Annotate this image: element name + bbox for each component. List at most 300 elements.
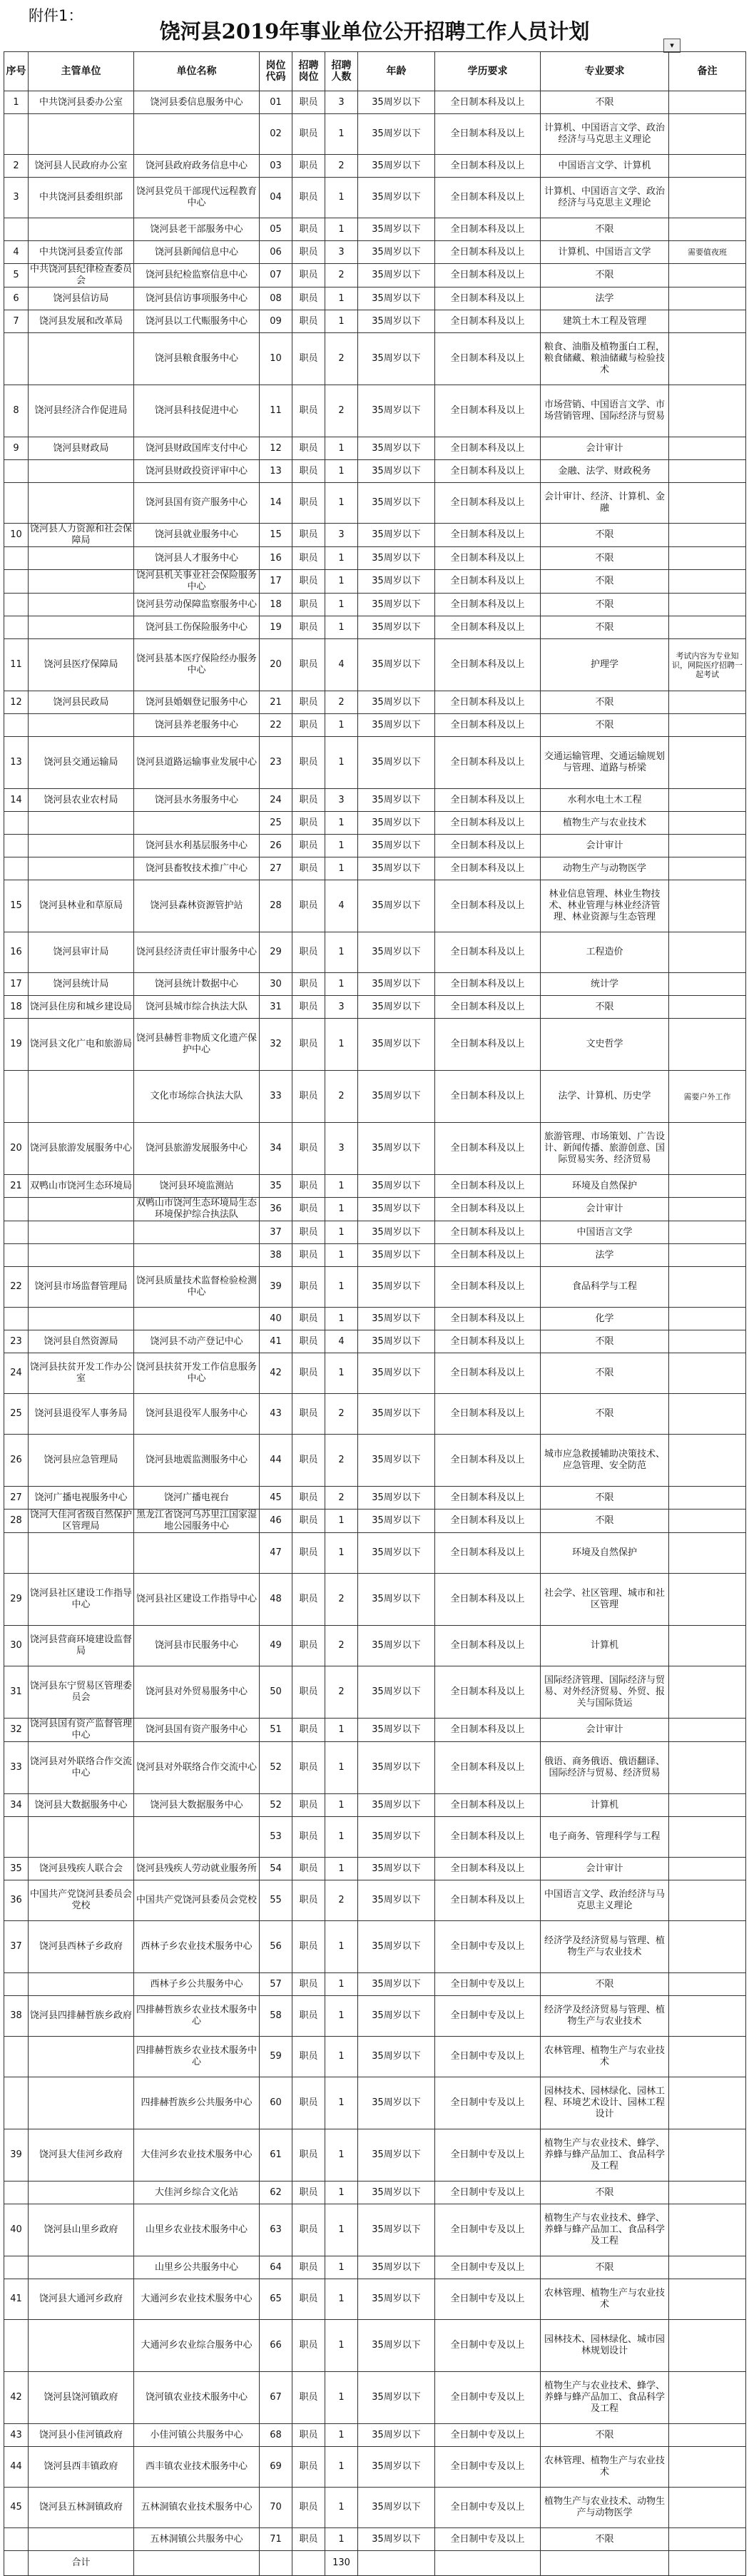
row-dept: 饶河县民政局 [29, 691, 134, 714]
row-age: 35周岁以下 [358, 1221, 435, 1244]
row-major: 统计学 [541, 973, 669, 996]
row-seq: 10 [4, 524, 29, 547]
row-dept: 饶河县残疾人联合会 [29, 1858, 134, 1880]
table-row [4, 2372, 746, 2424]
row-count: 1 [325, 1921, 358, 1973]
row-major: 不限 [541, 1330, 669, 1353]
row-post: 职员 [292, 155, 325, 178]
row-post: 职员 [292, 91, 325, 114]
row-dept: 饶河县山里乡政府 [29, 2204, 134, 2256]
row-post: 职员 [292, 2182, 325, 2204]
row-note [669, 691, 746, 714]
total-blank [4, 2551, 29, 2576]
row-major: 植物生产与农业技术、蜂学、养蜂与蜂产品加工、食品科学及工程 [541, 2204, 669, 2256]
row-post: 职员 [292, 1353, 325, 1394]
row-dept: 中共饶河县委宣传部 [29, 241, 134, 264]
row-age: 35周岁以下 [358, 287, 435, 310]
row-dept: 饶河县经济合作促进局 [29, 385, 134, 437]
row-unit: 饶河县人才服务中心 [134, 547, 260, 570]
table-row [4, 2256, 746, 2279]
row-seq: 18 [4, 996, 29, 1019]
row-count: 1 [325, 857, 358, 880]
row-major: 园林技术、园林绿化、园林工程、环境艺术设计、园林工程设计 [541, 2077, 669, 2129]
row-dept: 饶河县大佳河乡政府 [29, 2129, 134, 2182]
row-unit: 饶河县科技促进中心 [134, 385, 260, 437]
row-major: 护理学 [541, 639, 669, 691]
table-row [4, 1394, 746, 1435]
table-row [4, 932, 746, 973]
row-post: 职员 [292, 178, 325, 218]
row-dept: 饶河县国有资产监督管理中心 [29, 1719, 134, 1742]
row-count: 4 [325, 1330, 358, 1353]
row-note [669, 2204, 746, 2256]
row-seq [4, 1308, 29, 1330]
row-age: 35周岁以下 [358, 2488, 435, 2528]
row-age: 35周岁以下 [358, 241, 435, 264]
header-major: 专业要求 [541, 52, 669, 91]
row-edu: 全日制本科及以上 [435, 1666, 541, 1719]
row-unit: 大通河乡农业综合服务中心 [134, 2320, 260, 2372]
row-edu: 全日制中专及以上 [435, 1921, 541, 1973]
row-count: 1 [325, 1533, 358, 1574]
row-age: 35周岁以下 [358, 2182, 435, 2204]
row-dept [29, 114, 134, 155]
row-edu: 全日制中专及以上 [435, 2488, 541, 2528]
row-unit: 山里乡公共服务中心 [134, 2256, 260, 2279]
row-major: 金融、法学、财政税务 [541, 460, 669, 483]
row-edu: 全日制本科及以上 [435, 1435, 541, 1487]
table-row [4, 2129, 746, 2182]
row-edu: 全日制本科及以上 [435, 1019, 541, 1071]
row-unit: 双鸭山市饶河生态环境局生态环境保护综合执法队 [134, 1198, 260, 1221]
row-edu: 全日制本科及以上 [435, 857, 541, 880]
row-edu: 全日制本科及以上 [435, 835, 541, 857]
row-code: 30 [260, 973, 292, 996]
row-dept [29, 1973, 134, 1996]
row-note [669, 1921, 746, 1973]
row-code: 33 [260, 1071, 292, 1123]
row-unit: 饶河县质量技术监督检验检测中心 [134, 1267, 260, 1308]
row-age: 35周岁以下 [358, 437, 435, 460]
table-row [4, 616, 746, 639]
row-major: 经济学及经济贸易与管理、植物生产与农业技术 [541, 1921, 669, 1973]
row-age: 35周岁以下 [358, 1533, 435, 1574]
row-unit [134, 1533, 260, 1574]
row-major: 农林管理、植物生产与农业技术 [541, 2447, 669, 2488]
row-code: 64 [260, 2256, 292, 2279]
row-post: 职员 [292, 835, 325, 857]
row-dept: 饶河县发展和改革局 [29, 310, 134, 333]
row-unit: 四排赫哲族乡公共服务中心 [134, 2077, 260, 2129]
row-post: 职员 [292, 1880, 325, 1921]
row-dept: 饶河县五林洞镇政府 [29, 2488, 134, 2528]
row-seq: 6 [4, 287, 29, 310]
row-edu: 全日制本科及以上 [435, 639, 541, 691]
row-note [669, 1353, 746, 1394]
row-seq: 31 [4, 1666, 29, 1719]
row-code: 39 [260, 1267, 292, 1308]
row-count: 1 [325, 2320, 358, 2372]
row-code: 01 [260, 91, 292, 114]
row-count: 2 [325, 1071, 358, 1123]
table-row [4, 1244, 746, 1267]
row-count: 1 [325, 1858, 358, 1880]
row-seq: 32 [4, 1719, 29, 1742]
row-code: 67 [260, 2372, 292, 2424]
row-edu: 全日制本科及以上 [435, 524, 541, 547]
row-unit: 五林洞镇公共服务中心 [134, 2528, 260, 2551]
row-code: 32 [260, 1019, 292, 1071]
row-dept [29, 2320, 134, 2372]
row-unit: 大通河乡农业技术服务中心 [134, 2279, 260, 2320]
row-major: 植物生产与农业技术、动物生产与动物医学 [541, 2488, 669, 2528]
table-row [4, 2182, 746, 2204]
row-code: 16 [260, 547, 292, 570]
row-major: 植物生产与农业技术、蜂学、养蜂与蜂产品加工、食品科学及工程 [541, 2372, 669, 2424]
row-count: 1 [325, 2129, 358, 2182]
header-count: 招聘人数 [325, 52, 358, 91]
row-unit: 饶河县劳动保障监察服务中心 [134, 594, 260, 616]
header-unit: 单位名称 [134, 52, 260, 91]
row-age: 35周岁以下 [358, 1267, 435, 1308]
row-count: 2 [325, 264, 358, 287]
row-post: 职员 [292, 2488, 325, 2528]
row-seq: 33 [4, 1742, 29, 1794]
row-dept [29, 1198, 134, 1221]
row-post: 职员 [292, 1742, 325, 1794]
table-row [4, 973, 746, 996]
row-count: 1 [325, 460, 358, 483]
total-blank [435, 2551, 541, 2576]
row-code: 18 [260, 594, 292, 616]
table-row [4, 789, 746, 812]
row-edu: 全日制本科及以上 [435, 996, 541, 1019]
row-note [669, 287, 746, 310]
row-post: 职员 [292, 1435, 325, 1487]
row-age: 35周岁以下 [358, 2528, 435, 2551]
row-post: 职员 [292, 2320, 325, 2372]
row-unit: 饶河县机关事业社会保险服务中心 [134, 570, 260, 594]
table-row [4, 1330, 746, 1353]
row-count: 1 [325, 218, 358, 241]
row-note [669, 2037, 746, 2077]
row-major: 不限 [541, 1487, 669, 1510]
row-unit: 饶河县不动产登记中心 [134, 1330, 260, 1353]
row-seq: 28 [4, 1510, 29, 1533]
row-dept: 饶河县文化广电和旅游局 [29, 1019, 134, 1071]
row-code: 02 [260, 114, 292, 155]
row-dept: 饶河县四排赫哲族乡政府 [29, 1996, 134, 2037]
row-unit: 西丰镇农业技术服务中心 [134, 2447, 260, 2488]
row-major: 不限 [541, 2424, 669, 2447]
table-row [4, 1267, 746, 1308]
row-count: 1 [325, 114, 358, 155]
row-edu: 全日制中专及以上 [435, 2037, 541, 2077]
row-unit: 饶河县扶贫开发工作信息服务中心 [134, 1353, 260, 1394]
row-code: 06 [260, 241, 292, 264]
row-age: 35周岁以下 [358, 1198, 435, 1221]
row-dept: 饶河县西丰镇政府 [29, 2447, 134, 2488]
row-unit: 饶河县新闻信息中心 [134, 241, 260, 264]
row-note [669, 524, 746, 547]
row-edu: 全日制中专及以上 [435, 2424, 541, 2447]
row-code: 12 [260, 437, 292, 460]
row-note [669, 2488, 746, 2528]
row-count: 3 [325, 524, 358, 547]
row-count: 1 [325, 737, 358, 789]
row-post: 职员 [292, 996, 325, 1019]
row-edu: 全日制本科及以上 [435, 1394, 541, 1435]
row-note [669, 1817, 746, 1858]
row-age: 35周岁以下 [358, 114, 435, 155]
row-note [669, 1487, 746, 1510]
row-unit: 饶河县国有资产服务中心 [134, 1719, 260, 1742]
row-unit: 饶河县旅游发展服务中心 [134, 1123, 260, 1175]
total-blank [260, 2551, 292, 2576]
row-unit: 大佳河乡农业技术服务中心 [134, 2129, 260, 2182]
row-post: 职员 [292, 639, 325, 691]
row-major: 会计审计 [541, 835, 669, 857]
table-row [4, 1921, 746, 1973]
table-row [4, 333, 746, 385]
row-code: 08 [260, 287, 292, 310]
table-row [4, 880, 746, 932]
row-dept: 饶河县住房和城乡建设局 [29, 996, 134, 1019]
row-edu: 全日制本科及以上 [435, 880, 541, 932]
row-dept [29, 2528, 134, 2551]
row-note [669, 1973, 746, 1996]
row-edu: 全日制本科及以上 [435, 691, 541, 714]
row-edu: 全日制本科及以上 [435, 460, 541, 483]
row-post: 职员 [292, 483, 325, 524]
row-major: 会计审计 [541, 1719, 669, 1742]
row-major: 旅游管理、市场策划、广告设计、新闻传播、旅游创意、国际贸易实务、经济贸易 [541, 1123, 669, 1175]
row-major: 文史哲学 [541, 1019, 669, 1071]
row-count: 1 [325, 1996, 358, 2037]
row-age: 35周岁以下 [358, 714, 435, 737]
row-major: 化学 [541, 1308, 669, 1330]
row-code: 26 [260, 835, 292, 857]
row-edu: 全日制中专及以上 [435, 2372, 541, 2424]
attachment-label: 附件1： [29, 7, 83, 24]
row-code: 63 [260, 2204, 292, 2256]
row-age: 35周岁以下 [358, 1330, 435, 1353]
row-dept [29, 460, 134, 483]
row-major: 法学、计算机、历史学 [541, 1071, 669, 1123]
row-seq: 42 [4, 2372, 29, 2424]
row-count: 1 [325, 1221, 358, 1244]
row-unit: 中国共产党饶河县委员会党校 [134, 1880, 260, 1921]
row-unit: 饶河县统计数据中心 [134, 973, 260, 996]
row-code: 14 [260, 483, 292, 524]
row-age: 35周岁以下 [358, 2447, 435, 2488]
row-unit: 饶河县大数据服务中心 [134, 1794, 260, 1817]
filter-dropdown-icon[interactable]: ▾ [663, 39, 681, 53]
row-unit: 饶河县委信息服务中心 [134, 91, 260, 114]
row-post: 职员 [292, 1533, 325, 1574]
row-major: 林业信息管理、林业生物技术、林业管理与林业经济管理、林业资源与生态管理 [541, 880, 669, 932]
row-post: 职员 [292, 880, 325, 932]
row-seq: 21 [4, 1175, 29, 1198]
row-edu: 全日制本科及以上 [435, 789, 541, 812]
row-dept [29, 1817, 134, 1858]
row-dept: 饶河县人力资源和社会保障局 [29, 524, 134, 547]
row-dept: 饶河县医疗保障局 [29, 639, 134, 691]
row-note: 需要值夜班 [669, 241, 746, 264]
row-age: 35周岁以下 [358, 932, 435, 973]
row-seq: 37 [4, 1921, 29, 1973]
table-row [4, 524, 746, 547]
row-unit: 饶河县就业服务中心 [134, 524, 260, 547]
row-seq: 38 [4, 1996, 29, 2037]
row-major: 会计审计 [541, 437, 669, 460]
row-unit: 饶河县信访事项服务中心 [134, 287, 260, 310]
row-edu: 全日制本科及以上 [435, 812, 541, 835]
header-code: 岗位代码 [260, 52, 292, 91]
row-note [669, 1880, 746, 1921]
row-count: 1 [325, 483, 358, 524]
table-row [4, 1019, 746, 1071]
row-code: 25 [260, 812, 292, 835]
row-post: 职员 [292, 1574, 325, 1626]
table-row [4, 385, 746, 437]
row-note [669, 714, 746, 737]
row-count: 1 [325, 973, 358, 996]
row-count: 1 [325, 2424, 358, 2447]
row-note [669, 2129, 746, 2182]
row-major: 会计审计 [541, 1858, 669, 1880]
row-edu: 全日制本科及以上 [435, 1794, 541, 1817]
row-note [669, 996, 746, 1019]
row-code: 07 [260, 264, 292, 287]
row-seq: 39 [4, 2129, 29, 2182]
table-row [4, 2077, 746, 2129]
row-count: 1 [325, 1510, 358, 1533]
row-post: 职员 [292, 1071, 325, 1123]
row-edu: 全日制本科及以上 [435, 437, 541, 460]
row-post: 职员 [292, 1996, 325, 2037]
row-seq: 1 [4, 91, 29, 114]
row-edu: 全日制本科及以上 [435, 1244, 541, 1267]
row-note [669, 2528, 746, 2551]
table-row [4, 835, 746, 857]
row-note [669, 333, 746, 385]
row-dept: 双鸭山市饶河生态环境局 [29, 1175, 134, 1198]
row-note [669, 1019, 746, 1071]
row-unit: 四排赫哲族乡农业技术服务中心 [134, 2037, 260, 2077]
row-edu: 全日制本科及以上 [435, 1533, 541, 1574]
row-note [669, 547, 746, 570]
row-code: 37 [260, 1221, 292, 1244]
table-row [4, 218, 746, 241]
row-note [669, 2372, 746, 2424]
row-seq [4, 547, 29, 570]
total-label: 合计 [29, 2551, 134, 2576]
row-code: 09 [260, 310, 292, 333]
row-count: 3 [325, 241, 358, 264]
row-edu: 全日制本科及以上 [435, 1198, 541, 1221]
row-note [669, 1308, 746, 1330]
row-major: 不限 [541, 594, 669, 616]
row-code: 60 [260, 2077, 292, 2129]
row-edu: 全日制本科及以上 [435, 287, 541, 310]
row-count: 1 [325, 835, 358, 857]
row-seq: 22 [4, 1267, 29, 1308]
row-age: 35周岁以下 [358, 1123, 435, 1175]
row-age: 35周岁以下 [358, 1019, 435, 1071]
row-unit: 黑龙江省饶河乌苏里江国家湿地公园服务中心 [134, 1510, 260, 1533]
row-major: 农林管理、植物生产与农业技术 [541, 2279, 669, 2320]
row-note [669, 2320, 746, 2372]
row-edu: 全日制本科及以上 [435, 385, 541, 437]
row-unit: 饶河县对外联络合作交流中心 [134, 1742, 260, 1794]
row-post: 职员 [292, 1921, 325, 1973]
row-unit: 饶河县财政投资评审中心 [134, 460, 260, 483]
row-seq [4, 1221, 29, 1244]
row-count: 2 [325, 1394, 358, 1435]
row-age: 35周岁以下 [358, 639, 435, 691]
row-post: 职员 [292, 2279, 325, 2320]
row-code: 22 [260, 714, 292, 737]
table-row [4, 1071, 746, 1123]
row-note [669, 437, 746, 460]
row-age: 35周岁以下 [358, 310, 435, 333]
row-post: 职员 [292, 2424, 325, 2447]
row-unit: 饶河县水务服务中心 [134, 789, 260, 812]
row-edu: 全日制本科及以上 [435, 1510, 541, 1533]
row-seq: 3 [4, 178, 29, 218]
row-unit: 饶河县赫哲非物质文化遗产保护中心 [134, 1019, 260, 1071]
table-row [4, 1533, 746, 1574]
row-major: 市场营销、中国语言文学、市场营销管理、国际经济与贸易 [541, 385, 669, 437]
row-count: 1 [325, 812, 358, 835]
row-note [669, 1719, 746, 1742]
table-row [4, 714, 746, 737]
row-major: 计算机、中国语言文学、政治经济与马克思主义理论 [541, 178, 669, 218]
row-age: 35周岁以下 [358, 460, 435, 483]
row-dept: 饶河县应急管理局 [29, 1435, 134, 1487]
row-post: 职员 [292, 264, 325, 287]
row-post: 职员 [292, 114, 325, 155]
row-edu: 全日制本科及以上 [435, 737, 541, 789]
row-count: 2 [325, 691, 358, 714]
row-count: 1 [325, 2182, 358, 2204]
row-dept: 饶河县审计局 [29, 932, 134, 973]
row-major: 不限 [541, 616, 669, 639]
row-dept [29, 857, 134, 880]
table-row [4, 2204, 746, 2256]
row-code: 10 [260, 333, 292, 385]
row-dept: 饶河县退役军人事务局 [29, 1394, 134, 1435]
row-post: 职员 [292, 857, 325, 880]
row-dept: 饶河县东宁贸易区管理委员会 [29, 1666, 134, 1719]
row-unit: 饶河县粮食服务中心 [134, 333, 260, 385]
row-edu: 全日制本科及以上 [435, 1574, 541, 1626]
row-major: 不限 [541, 2182, 669, 2204]
row-unit: 饶河县财政国库支付中心 [134, 437, 260, 460]
row-note [669, 1666, 746, 1719]
table-row [4, 1574, 746, 1626]
row-post: 职员 [292, 241, 325, 264]
row-dept: 饶河县饶河镇政府 [29, 2372, 134, 2424]
row-note [669, 1221, 746, 1244]
row-count: 1 [325, 2256, 358, 2279]
row-code: 19 [260, 616, 292, 639]
row-post: 职员 [292, 1267, 325, 1308]
row-count: 1 [325, 1353, 358, 1394]
row-age: 35周岁以下 [358, 218, 435, 241]
row-count: 4 [325, 639, 358, 691]
